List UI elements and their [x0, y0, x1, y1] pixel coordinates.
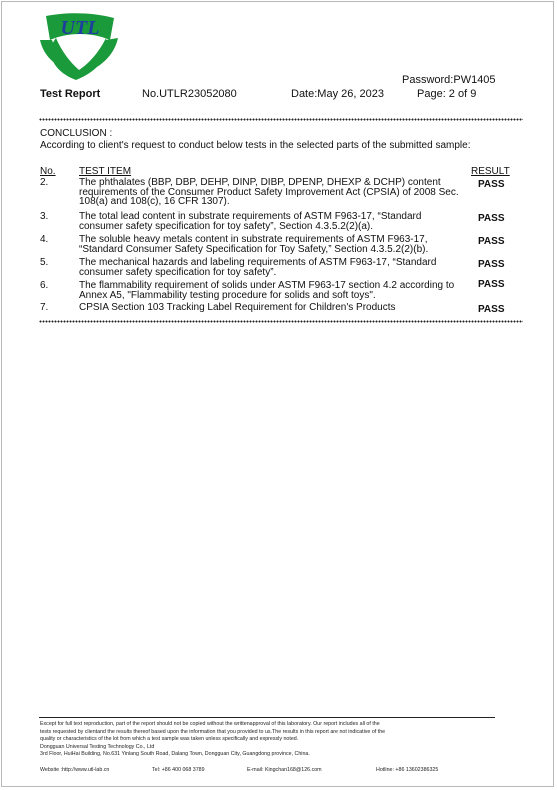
row-number: 3.	[40, 211, 49, 222]
footer-disclaimer: quality or characteristics of the lot from which a test sample was taken unless specifically and expressly noted.	[40, 736, 299, 742]
column-no: No.	[40, 166, 56, 177]
footer-tel: Tel: +86 400 068 3789	[152, 767, 205, 773]
document-page	[1, 1, 554, 787]
row-result: PASS	[478, 259, 505, 270]
footer-website[interactable]: Website :http://www.utl-lab.cn	[40, 767, 110, 773]
row-number: 7.	[40, 302, 49, 313]
column-result: RESULT	[471, 166, 510, 177]
row-result: PASS	[478, 213, 505, 224]
footer-divider	[39, 717, 495, 718]
utl-logo	[36, 10, 122, 82]
conclusion-heading: CONCLUSION :	[40, 128, 113, 139]
report-title: Test Report	[40, 88, 101, 100]
footer-email[interactable]: E-mail: Kingchan168@126.com	[247, 767, 322, 773]
footer-disclaimer: Except for full text reproduction, part of the report should not be copied without the writtenapproval of this laboratory. Our report includes all of the	[40, 721, 380, 727]
row-number: 2.	[40, 177, 49, 188]
page-number: Page: 2 of 9	[417, 88, 477, 100]
star-divider	[39, 118, 523, 121]
footer	[40, 721, 508, 759]
report-number: No.UTLR23052080	[142, 88, 237, 100]
row-result: PASS	[478, 304, 505, 315]
row-number: 6.	[40, 280, 49, 291]
row-result: PASS	[478, 279, 505, 290]
row-result: PASS	[478, 179, 505, 190]
row-test-item: The flammability requirement of solids under ASTM F963-17 section 4.2 according to Annex A5, "Flammability testing procedure for solids and soft toys".	[79, 280, 455, 301]
row-test-item: The phthalates (BBP, DBP, DEHP, DINP, DIBP, DPENP, DHEXP & DCHP) content requirements of the Consumer Product Safety Improvement Act (CPSIA) of 2008 Sec. 108(a) and 108(c), 16 CFR 1307).	[79, 177, 459, 208]
logo-text: UTL	[60, 17, 100, 39]
conclusion	[40, 128, 470, 152]
conclusion-intro: According to client's request to conduct below tests in the selected parts of the submitted sample:	[40, 140, 471, 151]
row-test-item: The soluble heavy metals content in substrate requirements of ASTM F963-17, “Standard Consumer Safety Specification for Toy Safety,” Section 4.3.5.2(2)(b).	[79, 234, 429, 255]
row-number: 5.	[40, 257, 49, 268]
footer-company: Dongguan Universal Testing Technology Co., Ltd	[40, 743, 155, 750]
column-test-item: TEST ITEM	[79, 166, 132, 177]
row-number: 4.	[40, 234, 49, 245]
row-test-item: The total lead content in substrate requirements of ASTM F963-17, “Standard consumer safety specification for toy safety”, Section 4.3.5.2(2)(a).	[79, 211, 422, 232]
footer-hotline: Hotline: +86 13602386325	[376, 767, 439, 773]
footer-disclaimer: tests requested by clientand the results thereof based upon the information that you provided to us.The results in this report are not indicative of the	[40, 728, 386, 735]
star-divider	[39, 320, 523, 323]
row-result: PASS	[478, 236, 505, 247]
password: Password:PW1405	[402, 74, 496, 86]
report-date: Date:May 26, 2023	[291, 88, 384, 100]
row-test-item: CPSIA Section 103 Tracking Label Requirement for Children's Products	[79, 302, 396, 313]
footer-address: 3rd Floor, HuiHai Building, No.631 Yinlang South Road, Dalang Town, Dongguan City, Guangdong province, China.	[40, 751, 310, 757]
row-test-item: The mechanical hazards and labeling requirements of ASTM F963-17, “Standard consumer safety specification for toy safety”.	[79, 257, 437, 278]
